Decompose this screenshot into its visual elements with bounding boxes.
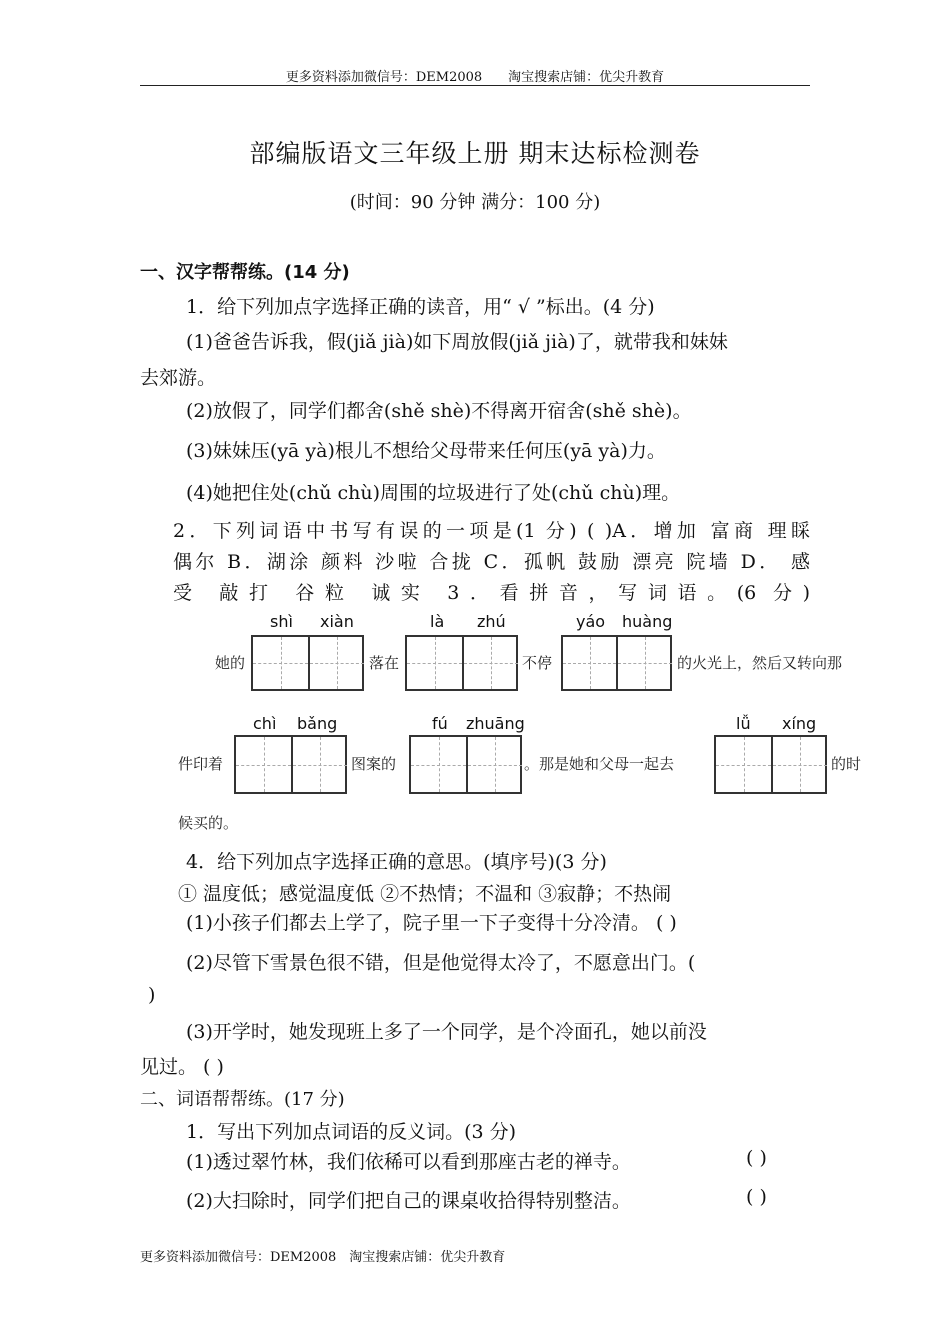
s1-q1-item3: (3)妹妹压(yā yà)根儿不想给父母带来任何压(yā yà)力。 (186, 440, 666, 462)
pinyin-label: xiàn (320, 612, 354, 631)
header-divider (140, 85, 810, 86)
s1-q4-item2-line1: (2)尽管下雪景色很不错，但是他觉得太冷了，不愿意出门。( (186, 952, 696, 974)
s1-q1-item2: (2)放假了，同学们都舍(shě shè)不得离开宿舍(shě shè)。 (186, 400, 692, 422)
s1-q1-item1-line2: 去郊游。 (140, 367, 217, 389)
writing-cell[interactable] (293, 737, 347, 792)
writing-cell[interactable] (253, 637, 310, 689)
s1-q2-block (173, 516, 810, 609)
writing-cell[interactable] (411, 737, 468, 792)
writing-box[interactable] (234, 735, 347, 794)
writing-cell[interactable] (563, 637, 618, 689)
pinyin-label: zhuāng (466, 714, 525, 733)
sentence-fragment: 不停 (522, 654, 553, 672)
sentence-fragment: 的时 (831, 755, 862, 773)
writing-box[interactable] (251, 635, 364, 691)
pinyin-label: yáo (576, 612, 606, 631)
s1-q1-item1-line1: (1)爸爸告诉我，假(jiǎ jià)如下周放假(jiǎ jià)了，就带我和妹妹 (186, 331, 728, 353)
writing-cell[interactable] (468, 737, 522, 792)
section-1-heading: 一、汉字帮帮练。(14 分) (140, 262, 350, 283)
s1-q2-line: 2．下列词语中书写有误的一项是(1 分) ( )A．增加 富商 理睬 (173, 520, 810, 542)
s1-q2-line: 受 敲打 谷粒 诚实 3．看拼音，写词语。(6 分) (173, 582, 810, 604)
pinyin-label: huàng (622, 612, 673, 631)
writing-cell[interactable] (716, 737, 773, 792)
s1-q4-item1: (1)小孩子们都去上学了，院子里一下子变得十分冷清。 ( ) (186, 912, 677, 934)
sentence-fragment: 。那是她和父母一起去 (524, 755, 675, 773)
s1-q2-line: 偶尔 B．湖涂 颜料 沙啦 合拢 C．孤帆 鼓励 漂亮 院墙 D． 感 (173, 551, 810, 573)
pinyin-label: lǚ (736, 714, 751, 733)
answer-blank[interactable]: ( ) (746, 1147, 767, 1169)
s1-q4-options: ① 温度低；感觉温度低 ②不热情；不温和 ③寂静；不热闹 (178, 883, 672, 905)
s1-q4-prompt: 4．给下列加点字选择正确的意思。(填序号)(3 分) (186, 851, 607, 873)
writing-cell[interactable] (236, 737, 293, 792)
pinyin-label: fú (432, 714, 448, 733)
section-2-heading: 二、词语帮帮练。(17 分) (140, 1089, 345, 1110)
writing-box[interactable] (714, 735, 827, 794)
pinyin-label: bǎng (297, 714, 338, 733)
s2-q1-item2: (2)大扫除时，同学们把自己的课桌收拾得特别整洁。 (186, 1190, 631, 1212)
pinyin-label: là (430, 612, 445, 631)
sentence-fragment: 图案的 (351, 755, 397, 773)
page-footer: 更多资料添加微信号：DEM2008 淘宝搜索店铺：优尖升教育 (140, 1250, 506, 1265)
s2-q1-item1: (1)透过翠竹林，我们依稀可以看到那座古老的禅寺。 (186, 1151, 631, 1173)
sentence-fragment: 的火光上，然后又转向那 (677, 654, 843, 672)
exam-time-info: (时间：90 分钟 满分：100 分) (349, 192, 601, 213)
writing-cell[interactable] (618, 637, 672, 689)
sentence-fragment: 候买的。 (178, 814, 239, 832)
writing-box[interactable] (561, 635, 672, 691)
s2-q1-prompt: 1．写出下列加点词语的反义词。(3 分) (186, 1121, 517, 1143)
sentence-fragment: 她的 (215, 654, 246, 672)
writing-cell[interactable] (464, 637, 518, 689)
pinyin-label: zhú (477, 612, 506, 631)
page-header: 更多资料添加微信号：DEM2008 淘宝搜索店铺：优尖升教育 (285, 70, 665, 85)
page-title: 部编版语文三年级上册 期末达标检测卷 (249, 139, 701, 168)
pinyin-label: xíng (782, 714, 817, 733)
writing-cell[interactable] (310, 637, 364, 689)
writing-cell[interactable] (773, 737, 827, 792)
pinyin-label: chì (253, 714, 277, 733)
s1-q4-item3-line1: (3)开学时，她发现班上多了一个同学，是个冷面孔，她以前没 (186, 1021, 707, 1043)
s1-q1-item4: (4)她把住处(chǔ chù)周围的垃圾进行了处(chǔ chù)理。 (186, 482, 681, 504)
writing-cell[interactable] (407, 637, 464, 689)
writing-box[interactable] (405, 635, 518, 691)
writing-box[interactable] (409, 735, 522, 794)
sentence-fragment: 落在 (369, 654, 400, 672)
s1-q4-item2-line2: ) (148, 984, 156, 1006)
s1-q1-prompt: 1．给下列加点字选择正确的读音，用“ √ ”标出。(4 分) (186, 296, 655, 318)
answer-blank[interactable]: ( ) (746, 1186, 767, 1208)
s1-q4-item3-line2: 见过。 ( ) (140, 1056, 224, 1078)
sentence-fragment: 件印着 (178, 755, 224, 773)
pinyin-label: shì (270, 612, 293, 631)
